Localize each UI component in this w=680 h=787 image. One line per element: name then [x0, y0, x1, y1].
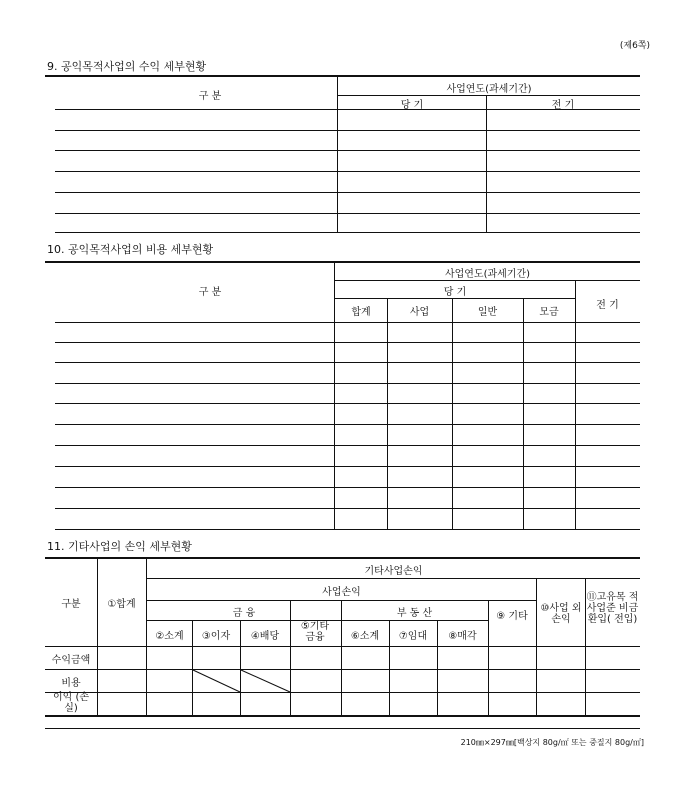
section11-row-revenue: 수익금액: [51, 655, 91, 666]
section11-realestate-header: 부 동 산: [396, 608, 433, 619]
section11-total-header: ①합계: [107, 599, 136, 610]
section11-title: 11. 기타사업의 손익 세부현황: [47, 540, 192, 553]
section11-other-header: ⑨ 기타: [496, 611, 528, 622]
section10-total-header: 합계: [351, 307, 371, 318]
paper-spec-footer: 210㎜×297㎜[백상지 80g/㎡ 또는 중질지 80g/㎡]: [460, 738, 644, 747]
section11-row-expense: 비용: [61, 678, 81, 689]
section10-business-header: 사업: [409, 307, 430, 318]
section9-title: 9. 공익목적사업의 수익 세부현황: [47, 60, 207, 73]
section11-other-finance-header: ⑤기타 금융: [300, 621, 330, 643]
section11-dividend-header: ④배당: [250, 631, 280, 642]
section9-current-header: 당 기: [400, 100, 424, 111]
page-number: (제6쪽): [619, 41, 650, 51]
section11-nonbusiness-header: ⑩사업 외손익: [540, 603, 582, 625]
section10-title: 10. 공익목적사업의 비용 세부현황: [47, 243, 214, 256]
footer-divider: [45, 728, 640, 729]
section10-fundraising-header: 모금: [539, 307, 559, 318]
section10-year-header: 사업연도(과세기간): [444, 269, 531, 280]
section11-category-header: 구분: [61, 599, 81, 610]
section11-rent-header: ⑦임대: [398, 631, 428, 642]
section9-prior-header: 전 기: [551, 100, 575, 111]
section11-subtotal1-header: ②소계: [155, 631, 184, 642]
section11-other-pl-header: 기타사업손익: [364, 566, 423, 577]
section9-category-header: 구 분: [198, 91, 222, 102]
section11-transfer-header: ⑪고유목 적사업준 비금환입( 전입): [586, 592, 639, 625]
section10-general-header: 일반: [477, 307, 498, 318]
section10-category-header: 구 분: [198, 287, 222, 298]
section11-subtotal2-header: ⑥소계: [350, 631, 380, 642]
section10-current-header: 당 기: [443, 287, 467, 298]
section11-business-pl-header: 사업손익: [322, 587, 361, 598]
section9-year-header: 사업연도(과세기간): [446, 84, 532, 95]
section11-interest-header: ③이자: [201, 631, 231, 642]
section10-prior-header: 전 기: [596, 300, 619, 311]
section11-finance-header: 금 융: [232, 608, 256, 619]
section11-sale-header: ⑧매각: [448, 631, 477, 642]
section11-row-profit: 이익 (손실): [52, 692, 90, 714]
